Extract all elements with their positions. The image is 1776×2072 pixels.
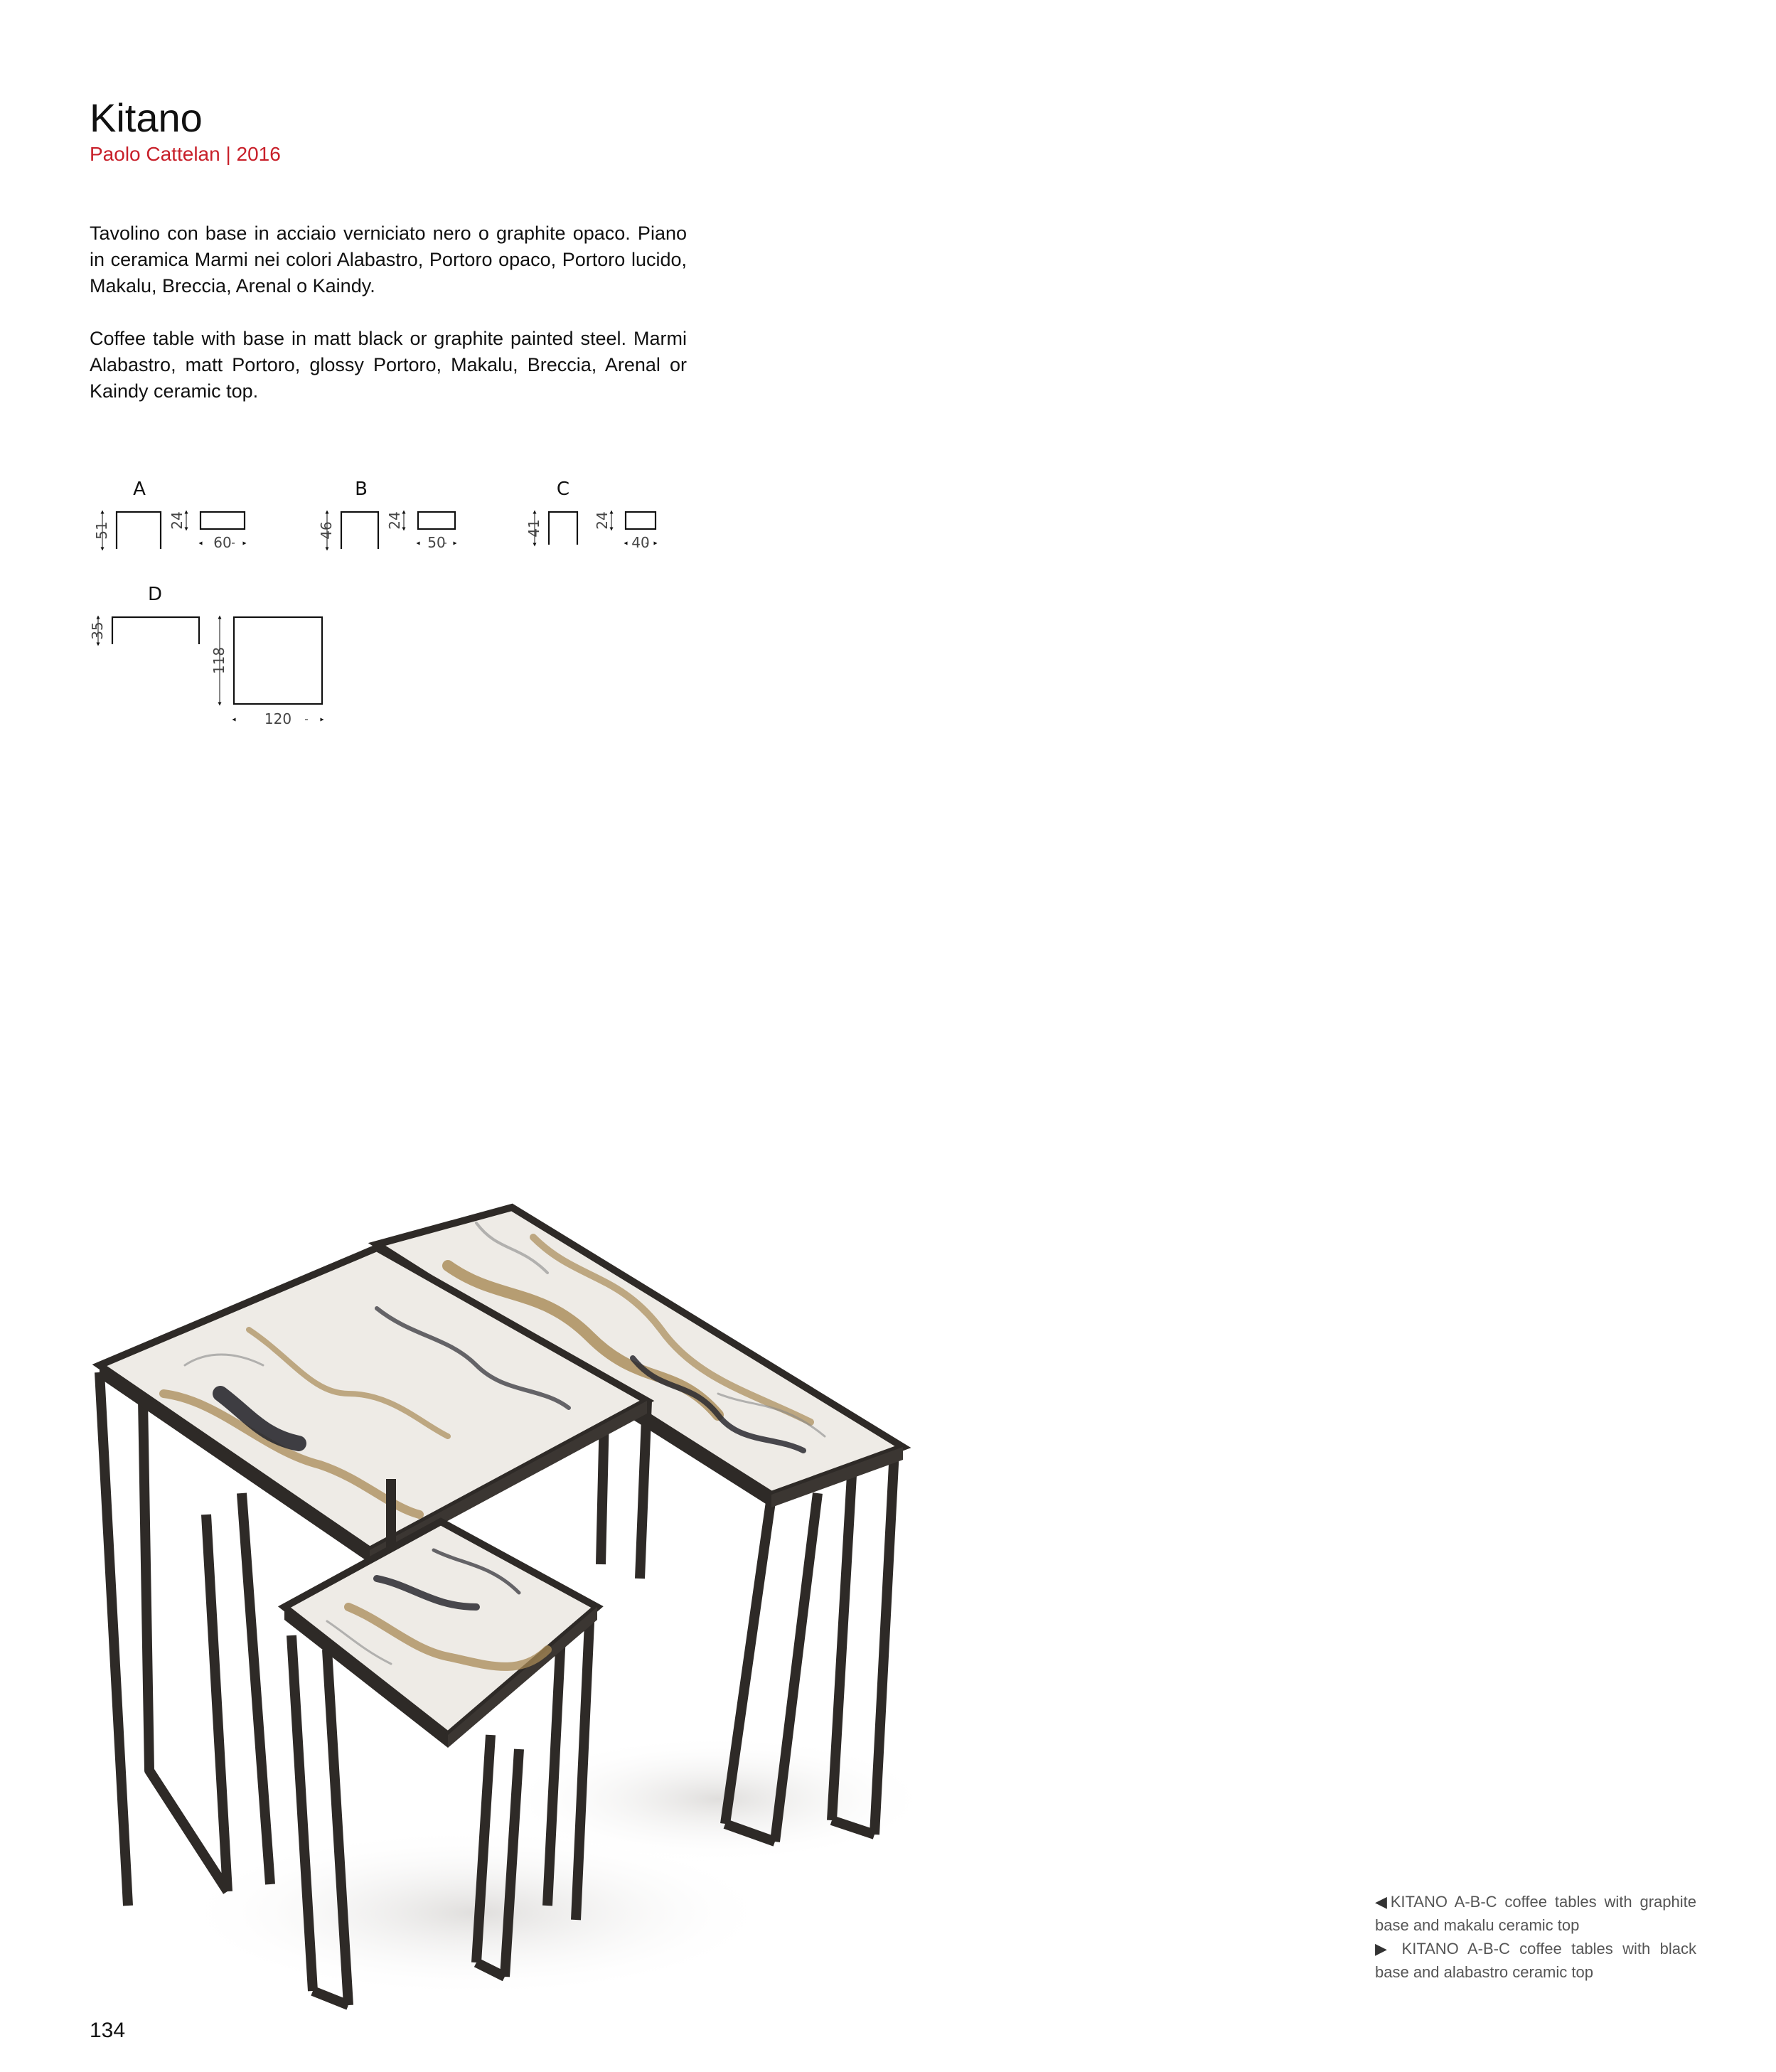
model-c-depth: 24 bbox=[594, 511, 611, 530]
caption-line-2 bbox=[1375, 1937, 1696, 1984]
model-d-side-view bbox=[112, 617, 199, 644]
model-b-depth: 24 bbox=[386, 511, 403, 530]
caption-text-2: KITANO A-B-C coffee tables with black base and alabastro ceramic top bbox=[1375, 1940, 1696, 1981]
model-d-top-view bbox=[234, 617, 322, 704]
model-b-height: 46 bbox=[318, 521, 335, 540]
kitano-tables-illustration bbox=[78, 1180, 946, 2019]
photo-caption bbox=[1375, 1890, 1696, 1984]
dimension-svg bbox=[78, 469, 718, 739]
triangle-right-icon: ▶ bbox=[1375, 1940, 1393, 1958]
model-d-depth: 118 bbox=[210, 646, 228, 675]
page-number: 134 bbox=[90, 2019, 126, 2042]
description-italian: Tavolino con base in acciaio verniciato nero o graphite opaco. Piano in ceramica Marmi nei colori Alabastro, Portoro opaco, Portoro lucido, Makalu, Breccia, Arenal o Kaindy. bbox=[90, 223, 687, 297]
model-d-label: D bbox=[147, 584, 163, 605]
model-b-label: B bbox=[355, 479, 368, 500]
caption-line-1 bbox=[1375, 1890, 1696, 1937]
dimension-drawings bbox=[78, 469, 718, 743]
model-c-side-view bbox=[549, 512, 577, 545]
product-photo bbox=[78, 1180, 946, 2023]
triangle-left-icon: ◀ bbox=[1375, 1893, 1391, 1911]
model-a-top-view bbox=[200, 512, 245, 529]
model-a-width: 60 bbox=[213, 534, 232, 551]
model-c-height: 41 bbox=[525, 519, 542, 538]
model-b-side-view bbox=[341, 512, 378, 549]
model-a-height: 51 bbox=[93, 521, 110, 540]
model-d-width: 120 bbox=[264, 710, 292, 727]
designer-year: Paolo Cattelan | 2016 bbox=[90, 143, 281, 165]
page-title: Kitano bbox=[90, 95, 203, 140]
caption-text-1: KITANO A-B-C coffee tables with graphite base and makalu ceramic top bbox=[1375, 1893, 1696, 1934]
model-a-label: A bbox=[133, 479, 146, 500]
model-c-width: 40 bbox=[631, 534, 650, 551]
model-c-label: C bbox=[556, 479, 570, 500]
model-a-depth: 24 bbox=[168, 511, 186, 530]
model-b-width: 50 bbox=[427, 534, 446, 551]
model-d-height: 35 bbox=[89, 621, 106, 640]
model-b-top-view bbox=[418, 512, 455, 529]
description-english: Coffee table with base in matt black or graphite painted steel. Marmi Alabastro, matt Portoro, glossy Portoro, Makalu, Breccia, Arenal or Kaindy ceramic top. bbox=[90, 328, 687, 402]
model-c-top-view bbox=[626, 512, 656, 529]
model-a-side-view bbox=[117, 512, 161, 549]
